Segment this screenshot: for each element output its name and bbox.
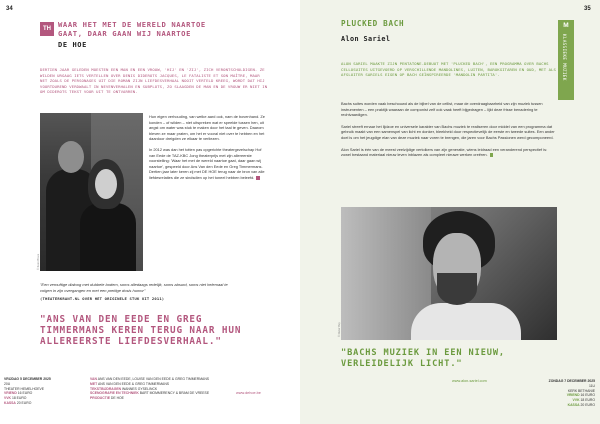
price-kassa: KASSA 20 EURO bbox=[567, 402, 595, 407]
price-vvk: VVK 18 EURO bbox=[572, 398, 595, 403]
website-link[interactable]: www.dehoe.be bbox=[236, 391, 261, 395]
body-text bbox=[341, 101, 557, 164]
page-number-left: 34 bbox=[6, 6, 13, 12]
event-info bbox=[515, 379, 595, 408]
body-paragraph: Sariel streeft ernaar het lijdzoe en universele karakter van Bachs muziek te realiseren door middel van een programma dat gebruik maakt van een samenspel van licht en donker, bleekheid door respectievelijk de eerste en tweede suites. Een ander doel is om het jeugdige elan van deze muziek naar voren te brengen, die jaren voor Bachs Passionen werd gecomponeerd. bbox=[341, 123, 555, 140]
credit-line: SCENOGRAFIE EN TECHNIEK BART MOMMERENCY & BRAM DE VREESE bbox=[90, 391, 210, 396]
end-mark-icon bbox=[490, 153, 494, 157]
photo-credit: © Dieter Bey bbox=[338, 322, 341, 337]
body-paragraph-text: Alon Sariel is één van de meest veelzijdige vertolkers van zijn generatie, wiens leidraad een veranderend perspectief is: zowel bestaand materiaal nieuw leven inblazen als compleet nieuwe werken creëren. bbox=[341, 146, 548, 158]
body-paragraph: Hun eigen verhouding, van welke aard ook, nam de bovenhand. Ze konden – of wilden – niet uitspreken wat er speelde tussen hen, uit angst om water was stuk te maken door het taal te geven. Daarom bleven ze maar praten, om het er vooral niet over te hebben en het daardoor dreigden ze elkaar te verliezen. bbox=[149, 114, 265, 142]
credit-line: VAN ANS VAN DEN EEDE, LOUISE VAN DEN EEDE & GREG TIMMERMANS bbox=[90, 377, 210, 381]
review-quote-source: (THEATERKRANT.NL OVER HET ORIGINELE STUK UIT 2011) bbox=[40, 296, 165, 301]
price-vriend: VRIEND 16 EURO bbox=[4, 391, 33, 396]
pull-quote: "ANS VAN DEN EEDE EN GREG TIMMERMANS KEREN TERUG NAAR HUN ALLEREERSTE LIEFDESVERHAAL." bbox=[40, 314, 242, 347]
price-vvk: VVK 18 EURO bbox=[4, 396, 27, 401]
artist-name: Alon Sariel bbox=[341, 35, 391, 43]
pull-quote: "BACHS MUZIEK IN EEN NIEUW, VERLEIDELIJK LICHT." bbox=[341, 348, 505, 369]
page-number-right: 35 bbox=[584, 6, 591, 12]
company-name: DE HOE bbox=[58, 41, 87, 49]
photo-figure-man-head bbox=[58, 141, 84, 173]
category-side-tab bbox=[558, 20, 574, 100]
event-info bbox=[4, 377, 86, 406]
event-time: 11U bbox=[589, 383, 595, 388]
credit-line: TEKSTBIJDRAGEN WANNES GYSELINCK bbox=[90, 386, 158, 391]
body-text bbox=[149, 114, 267, 186]
artist-photo bbox=[341, 207, 557, 340]
photo-figure-beard bbox=[437, 273, 477, 305]
photo-figure-woman-body bbox=[80, 203, 136, 271]
event-date: VRIJDAG 5 DECEMBER 2025 bbox=[4, 377, 51, 381]
article-title: PLUCKED BACH bbox=[341, 19, 405, 28]
category-badge-theater: TH bbox=[40, 22, 54, 36]
credit-line: MET ANS VAN DEN EEDE & GREG TIMMERMANS bbox=[90, 381, 170, 386]
intro-paragraph: DERTIEN JAAR GELEDEN MOESTEN EEN MAN EN EEN VROUW, 'HIJ' EN 'ZIJ', ZICH VERONTSCHULDIGEN. ZE WILDEN URGAAG IETS VERTELLEN OVER DENIS DIDEROTS JACQUES, LE FATALISTE ET SON MAÎTRE, MAAR NET ZOALS DE PERSONAGES UIT DIE ROMAN ZIJN LIEFDESVERHAAL NOOIT VERTELD KREEG, WORDT DAT HIJ VOORTDUREND VERDWAALT IN NEVENVERHALEN EN SUBPLOTS, ZO SLAAGDEN DE MAN EN DE VROUW ER NIET IN OM DIDEROTS TEKST VOOR UIT TE ONTVARREN. bbox=[40, 67, 268, 95]
body-paragraph-text: In 2012 was dan het totten pas opgerichte theatergezelschap Hof van Eede de TAZ-KBC Jong theaterprijs met zijn allereerste voorstelling: 'Waar het met de wereld naartoe gaat, daar gaan wij naartoe', gespeeld door Ans Van den Eede en Greg Timmermans. Dertien jaar later keren zij met DE HOE terug naar de bron van alle liefdesrelaties die ze sindsdien op het toneel hebben beleefd. bbox=[149, 146, 265, 180]
event-venue: THEATER HEMELHOEVE bbox=[4, 386, 45, 391]
production-credits bbox=[90, 377, 230, 401]
article-title bbox=[58, 20, 258, 38]
event-date: ZONDAG 7 DECEMBER 2025 bbox=[548, 379, 595, 383]
photo-credit: © Koen Broos bbox=[37, 253, 40, 270]
category-letter: M bbox=[563, 22, 569, 29]
title-line: GAAT, DAAR GAAN WIJ NAARTOE bbox=[58, 29, 192, 38]
price-vriend: VRIEND 16 EURO bbox=[566, 393, 595, 398]
event-venue: KERK BETHANIE bbox=[567, 388, 595, 393]
body-paragraph: Bachs suites worden vaak beschouwd als de bijbel van de cellist, maar de overdraagbaarheid van zijn muziek tussen instrumenten – een praktijk waaraan de componist zelf ook vaak heeft bijgedragen – lijkt deze frisse benadering te rechtvaardigen. bbox=[341, 101, 543, 118]
end-mark-icon bbox=[256, 176, 260, 180]
intro-paragraph: ALON SARIEL MAAKTE ZIJN PENTATONE-DEBUUT MET 'PLUCKED BACH', EEN PROGRAMMA OVER BACHS CELLOSUITES UITGEVOERD OP VERSCHILLENDE MANDOLINES, LUITEN, BAROKGITAREN EN OUD, MET ALS AFSLUITER SARIELS EIGEN OP BACH GEÏNSPIREERDE 'MANDOLIN PARTITA'. bbox=[341, 61, 556, 78]
price-kassa: KASSA 20 EURO bbox=[4, 400, 32, 405]
performers-photo bbox=[40, 113, 143, 271]
credit-line: PRODUCTIE DE HOE bbox=[90, 396, 124, 401]
photo-figure-woman-face bbox=[95, 169, 117, 199]
event-time: 20U bbox=[4, 381, 11, 386]
title-line: WAAR HET MET DE WERELD NAARTOE bbox=[58, 20, 206, 29]
review-quote: "Een vernuftige dialoog met dubbele bodem, soms alledaags redelijk, soms absurd, soms niet helemaal te volgen in zijn overgangen en met een prettige dosis humor" bbox=[40, 282, 228, 293]
photo-figure-shirt bbox=[411, 303, 521, 340]
body-paragraph bbox=[341, 147, 557, 158]
website-link[interactable]: www.alon-sariel.com bbox=[452, 379, 487, 383]
body-paragraph bbox=[149, 147, 267, 181]
category-label: KLASSIEKE MUZIEK bbox=[562, 34, 567, 81]
